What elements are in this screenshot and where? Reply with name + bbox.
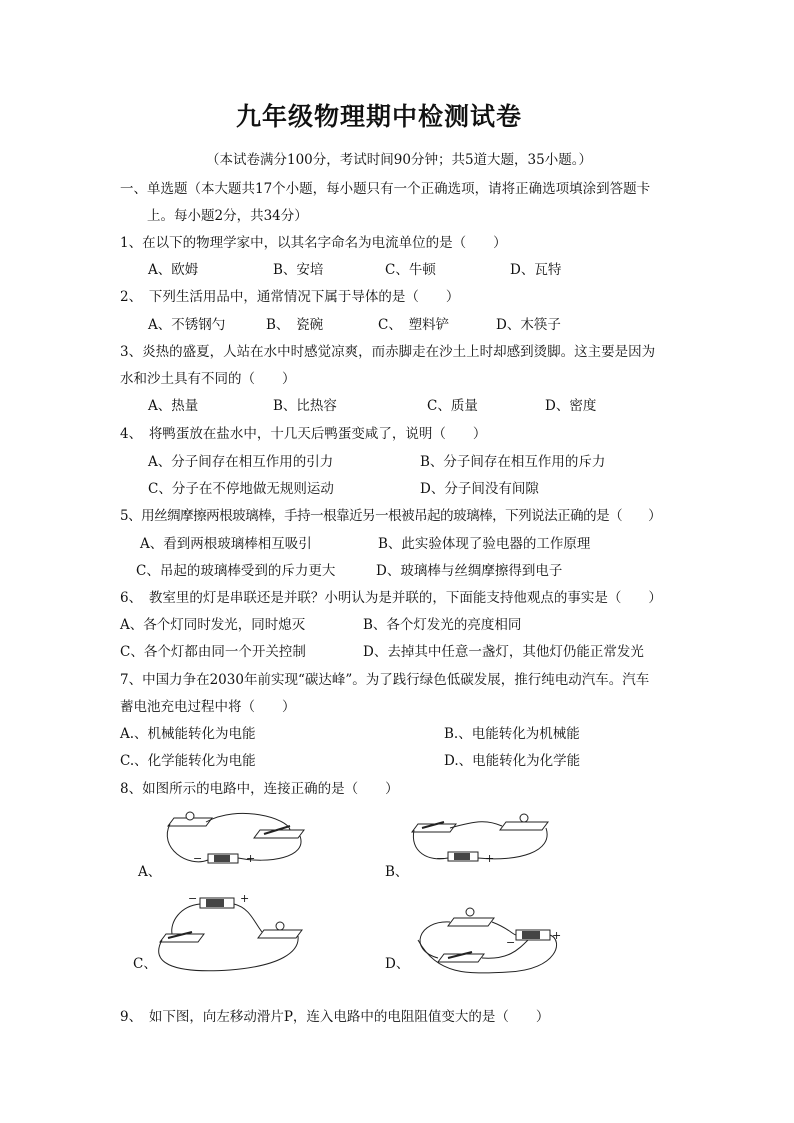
q1-option-d: D、瓦特 [510, 262, 562, 278]
question-6: 6、 教室里的灯是串联还是并联？小明认为是并联的，下面能支持他观点的事实是（ ） [120, 590, 662, 606]
question-3: 3、炎热的盛夏，人站在水中时感觉凉爽，而赤脚走在沙土上时却感到烫脚。这主要是因为 [120, 344, 656, 360]
q7-option-b: B.、电能转化为机械能 [444, 726, 580, 742]
q3-option-c: C、质量 [427, 398, 478, 414]
question-7: 7、中国力争在2030年前实现“碳达峰”。为了践行绿色低碳发展，推行纯电动汽车。汽车 [120, 672, 650, 688]
fig-c-label: C、 [133, 956, 157, 972]
q2-option-b: B、 瓷碗 [266, 317, 324, 333]
q2-option-d: D、木筷子 [496, 317, 561, 333]
q7-option-c: C.、化学能转化为电能 [120, 753, 256, 769]
q6-option-b: B、各个灯发光的亮度相同 [363, 617, 522, 633]
q5-option-c: C、吊起的玻璃棒受到的斥力更大 [136, 563, 336, 579]
fig-d-plus: + [552, 929, 562, 942]
q3-option-a: A、热量 [148, 398, 199, 414]
fig-d-minus: − [506, 936, 516, 949]
q5-option-d: D、玻璃棒与丝绸摩擦得到电子 [376, 563, 563, 579]
q3-option-d: D、密度 [545, 398, 597, 414]
circuit-figure-d [408, 900, 568, 980]
q4-option-b: B、分子间存在相互作用的斥力 [420, 454, 606, 470]
q6-option-c: C、各个灯都由同一个开关控制 [120, 644, 306, 660]
fig-a-label: A、 [138, 864, 162, 880]
fig-c-plus: + [240, 892, 250, 905]
question-4: 4、 将鸭蛋放在盐水中，十几天后鸭蛋变咸了，说明（ ） [120, 426, 487, 442]
q2-option-a: A、不锈钢勺 [148, 317, 226, 333]
q1-option-c: C、牛顿 [385, 262, 436, 278]
q6-option-d: D、去掉其中任意一盏灯，其他灯仍能正常发光 [363, 644, 644, 660]
fig-d-label: D、 [385, 956, 410, 972]
question-2: 2、 下列生活用品中，通常情况下属于导体的是（ ） [120, 289, 460, 305]
question-7-cont: 蓄电池充电过程中将（ ） [120, 699, 296, 715]
q5-option-a: A、看到两根玻璃棒相互吸引 [140, 536, 312, 552]
question-3-cont: 水和沙土具有不同的（ ） [120, 371, 296, 387]
q4-option-c: C、分子在不停地做无规则运动 [148, 481, 334, 497]
exam-info: （本试卷满分100分，考试时间90分钟；共5道大题，35小题。） [206, 152, 592, 168]
section-heading-cont: 上。每小题2分，共34分） [147, 208, 308, 224]
q7-option-d: D.、电能转化为化学能 [444, 753, 581, 769]
fig-b-plus: + [485, 852, 495, 865]
section-heading: 一、单选题（本大题共17个小题，每小题只有一个正确选项，请将正确选项填涂到答题卡 [120, 181, 651, 197]
fig-b-minus: − [436, 852, 446, 865]
page-title: 九年级物理期中检测试卷 [236, 102, 523, 131]
question-8: 8、如图所示的电路中，连接正确的是（ ） [120, 781, 399, 797]
circuit-figure-b [408, 812, 558, 878]
circuit-figure-c [150, 892, 310, 982]
question-5: 5、用丝绸摩擦两根玻璃棒，手持一根靠近另一根被吊起的玻璃棒，下列说法正确的是（ ） [120, 508, 662, 524]
q6-option-a: A、各个灯同时发光，同时熄灭 [120, 617, 306, 633]
question-9: 9、 如下图，向左移动滑片P，连入电路中的电阻阻值变大的是（ ） [120, 1009, 550, 1025]
fig-a-minus: − [193, 852, 203, 865]
q7-option-a: A.、机械能转化为电能 [120, 726, 256, 742]
fig-a-plus: + [246, 852, 256, 865]
circuit-figure-a [158, 808, 308, 878]
q5-option-b: B、此实验体现了验电器的工作原理 [378, 536, 591, 552]
q4-option-a: A、分子间存在相互作用的引力 [148, 454, 334, 470]
q1-option-b: B、安培 [273, 262, 324, 278]
fig-c-minus: − [188, 892, 198, 905]
q3-option-b: B、比热容 [273, 398, 337, 414]
fig-b-label: B、 [385, 864, 409, 880]
question-1: 1、在以下的物理学家中，以其名字命名为电流单位的是（ ） [120, 235, 507, 251]
q4-option-d: D、分子间没有间隙 [420, 481, 539, 497]
q2-option-c: C、 塑料铲 [378, 317, 450, 333]
q1-option-a: A、欧姆 [148, 262, 199, 278]
